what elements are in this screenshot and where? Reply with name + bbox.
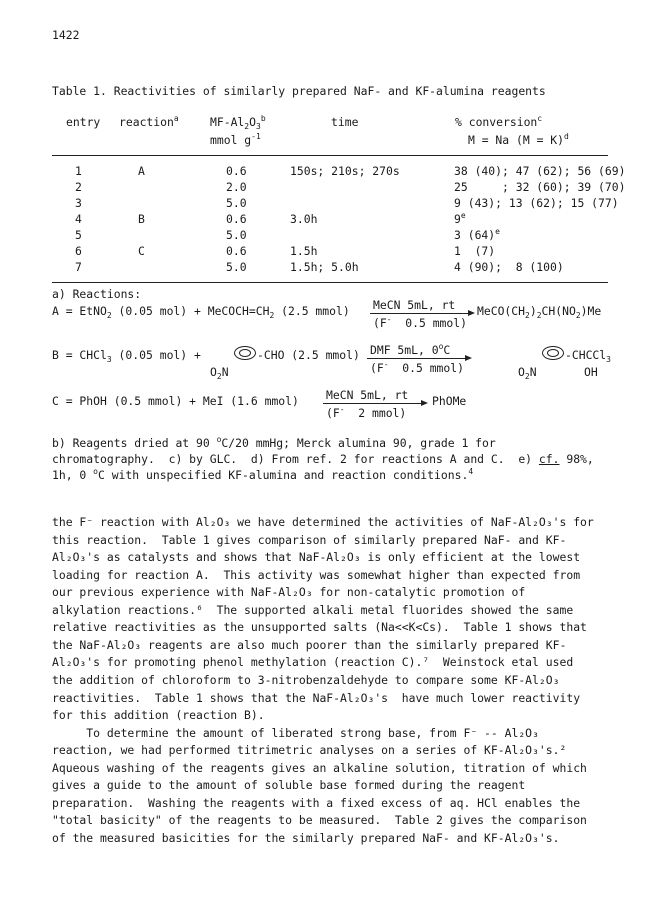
footnote-b-line-3: 1h, 0 $^o$C with unspecified KF-alumina and reaction conditions.$^4$ [52,467,474,482]
header-loading: $MF-Al_2O_3^b$ [210,114,266,131]
reaction-b-arrow [367,358,467,359]
table-cell-conversion: 9e [454,211,466,226]
body-line: this reaction. Table 1 gives comparison of similarly prepared NaF- and KF- [52,532,567,547]
table-cell-loading: 0.6 [226,244,247,258]
reaction-b-product: -CHCCl$_3$ [565,348,611,364]
table-cell-entry: 2 [75,180,82,194]
table-cell-time: 3.0h [290,212,318,226]
reaction-b-fluoride: (F- 0.5 mmol) [370,360,464,375]
body-line: Al₂O₃'s for promoting phenol methylation (reaction C).⁷ Weinstock etal used [52,655,574,670]
header-metal: M = Na (M = K)$^d$ [468,132,569,147]
reaction-a-arrow [370,313,470,314]
body-line: Al₂O₃'s as catalysts and shows that NaF-Al₂O₃ is only efficient at the lowest [52,550,581,565]
table-cell-conversion: 38 (40); 47 (62); 56 (69) [454,164,626,178]
header-loading-units: mmol $g^{-1}$ [210,132,261,147]
table-cell-conversion: 25 ; 32 (60); 39 (70) [454,180,626,194]
body-line: reactivities. Table 1 shows that the NaF-Al₂O₃'s have much lower reactivity [52,690,581,705]
table-cell-entry: 4 [75,212,82,226]
reaction-c-fluoride: (F- 2 mmol) [326,405,407,420]
table-cell-conversion: 3 $(64)^e$ [454,227,500,242]
reaction-a-arrowhead [468,310,475,316]
body-line: our previous experience with NaF-Al₂O₃ for non-catalytic promotion of [52,585,526,600]
table-cell-entry: 1 [75,164,82,178]
body-line: Aqueous washing of the reagents gives an alkaline solution, titration of which [52,760,587,775]
body-line: of the measured basicities for the similarly prepared NaF- and KF-Al₂O₃'s. [52,830,560,845]
reaction-c-product: PhOMe [432,394,467,408]
body-line: relative reactivities as the unsupported salts (Na<<K<Cs). Table 1 shows that [52,620,587,635]
reaction-c-arrowhead [421,400,428,406]
table-cell-entry: 3 [75,196,82,210]
body-line: alkylation reactions.⁶ The supported alkali metal fluorides showed the same [52,602,574,617]
body-line: the addition of chloroform to 3-nitrobenzaldehyde to compare some KF-Al₂O₃ [52,672,560,687]
table-cell-loading: 0.6 [226,212,247,226]
header-conversion: % conversion$^c$ [455,114,543,129]
reaction-c-reactants: C = PhOH (0.5 mmol) + MeI (1.6 mmol) [52,394,299,408]
reaction-a-reactants: A = EtNO$_2$ (0.05 $mol) + MeCOCH=CH_2$ (2.5 mmol) [52,304,350,320]
table-cell-loading: 2.0 [226,180,247,194]
reaction-a-product: $MeCO(CH_2)_2CH(NO_2)Me$ [477,304,602,320]
table-bottom-rule [52,282,608,283]
reaction-b-nitro: $O_2N$ [210,365,229,381]
reaction-b-conditions: DMF 5mL, 0$^o$C [370,342,451,357]
benzene-ring-icon [234,346,256,360]
header-time: time [331,115,359,129]
page-number: 1422 [52,28,80,42]
header-entry: entry [66,115,101,129]
footnote-b-line-2: chromatography. c) by GLC. d) From ref. 2 for reactions A and C. e) cf. 98%, [52,452,594,466]
body-line: loading for reaction A. This activity was somewhat higher than expected from [52,567,581,582]
table-cell-time: 1.5h; 5.0h [290,260,359,274]
table-cell-time: 150s; 210s; 270s [290,164,400,178]
table-cell-loading: 5.0 [226,196,247,210]
table-cell-loading: 5.0 [226,260,247,274]
reaction-c-conditions: MeCN 5mL, rt [326,388,409,402]
reaction-a-conditions: MeCN 5mL, rt [373,298,456,312]
body-line: the NaF-Al₂O₃ reagents are also much poorer than the similarly prepared KF- [52,637,567,652]
body-line: for this addition (reaction B). [52,708,265,723]
body-line: preparation. Washing the reagents with a fixed excess of aq. HCl enables the [52,795,581,810]
body-line: reaction, we had performed titrimetric analyses on a series of KF-Al₂O₃'s.² [52,743,567,758]
header-reaction: reaction$^a$ [119,114,179,129]
table-top-rule [52,155,608,156]
body-line: To determine the amount of liberated strong base, from F⁻ -- Al₂O₃ [52,725,539,740]
reaction-c-arrow [323,403,423,404]
table-cell-reaction: B [138,212,145,226]
footnote-a-title: a) Reactions: [52,287,142,301]
table-cell-time: 1.5h [290,244,318,258]
table-cell-reaction: A [138,164,145,178]
table-cell-conversion: 1 (7) [454,244,496,258]
body-line: gives a guide to the amount of soluble base formed during the reagent [52,778,526,793]
body-line: the F⁻ reaction with Al₂O₃ we have determined the activities of NaF-Al₂O₃'s for [52,515,594,529]
reaction-a-fluoride: (F- 0.5 mmol) [373,315,467,330]
table-cell-entry: 6 [75,244,82,258]
table-cell-conversion: 9 (43); 13 (62); 15 (77) [454,196,619,210]
reaction-b-arrowhead [465,355,472,361]
table-caption: Table 1. Reactivities of similarly prepared NaF- and KF-alumina reagents [52,84,546,98]
reaction-b-aldehyde: -CHO (2.5 mmol) [257,348,360,362]
table-cell-entry: 7 [75,260,82,274]
table-cell-loading: 5.0 [226,228,247,242]
reaction-b-reactants: B = CHCl$_3$ (0.05 mol) + [52,348,201,364]
body-line: "total basicity" of the reagents to be measured. Table 2 gives the comparison [52,813,587,828]
table-cell-conversion: 4 (90); 8 (100) [454,260,564,274]
table-cell-loading: 0.6 [226,164,247,178]
table-cell-reaction: C [138,244,145,258]
table-cell-entry: 5 [75,228,82,242]
reaction-b-product-nitro: $O_2N$ [518,365,537,381]
reaction-b-hydroxyl: OH [584,365,598,379]
product-benzene-ring-icon [542,346,564,360]
footnote-b-line-1: b) Reagents dried at 90 $^o$C/20 mmHg; Merck alumina 90, grade 1 for [52,435,496,450]
